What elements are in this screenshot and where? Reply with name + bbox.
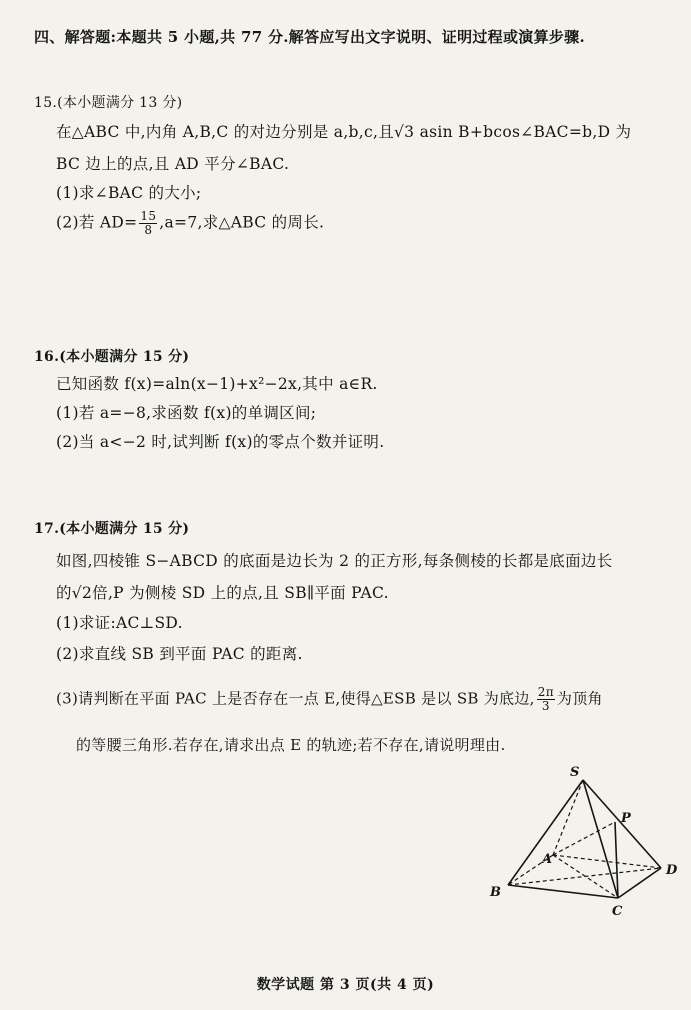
q15-title: 15.(本小题满分 13 分) bbox=[34, 95, 183, 111]
label-D: D bbox=[666, 863, 678, 878]
edge-CD bbox=[618, 868, 661, 898]
q17-fraction-den: 3 bbox=[541, 699, 550, 713]
pyramid-figure bbox=[478, 760, 688, 920]
q17-part1: (1)求证:AC⊥SD. bbox=[56, 614, 183, 632]
edge-SB bbox=[508, 780, 583, 885]
q15-fraction-den: 8 bbox=[144, 223, 153, 237]
q17-line1: 如图,四棱锥 S−ABCD 的底面是边长为 2 的正方形,每条侧棱的长都是底面边长 bbox=[56, 552, 613, 570]
label-P: P bbox=[621, 811, 631, 826]
edge-SC bbox=[583, 780, 618, 898]
q17-part3-prefix: (3)请判断在平面 PAC 上是否存在一点 E,使得△ESB 是以 SB 为底边, bbox=[56, 689, 535, 708]
q17-part3-line2: 的等腰三角形.若存在,请求出点 E 的轨迹;若不存在,请说明理由. bbox=[76, 736, 506, 754]
q15-line1: 在△ABC 中,内角 A,B,C 的对边分别是 a,b,c,且√3 asin B+bcos∠BAC=b,D 为 bbox=[56, 123, 632, 141]
label-C: C bbox=[612, 904, 623, 919]
q16-title: 16.(本小题满分 15 分) bbox=[34, 349, 190, 365]
q16-line1: 已知函数 f(x)=aln(x−1)+x²−2x,其中 a∈R. bbox=[56, 375, 378, 393]
q17-fraction-num: 2π bbox=[537, 685, 554, 699]
section-header: 四、解答题:本题共 5 小题,共 77 分.解答应写出文字说明、证明过程或演算步骤. bbox=[34, 28, 586, 46]
q15-line2: BC 边上的点,且 AD 平分∠BAC. bbox=[56, 155, 290, 173]
q17-title: 17.(本小题满分 15 分) bbox=[34, 521, 190, 537]
q16-part1: (1)若 a=−8,求函数 f(x)的单调区间; bbox=[56, 404, 317, 422]
label-S: S bbox=[570, 765, 580, 780]
q15-part1: (1)求∠BAC 的大小; bbox=[56, 184, 202, 202]
q15-part2-prefix: (2)若 AD= bbox=[56, 213, 138, 232]
label-A: A bbox=[542, 852, 553, 867]
q17-part3 bbox=[56, 686, 603, 713]
q16-part2: (2)当 a<−2 时,试判断 f(x)的零点个数并证明. bbox=[56, 433, 385, 451]
page-footer: 数学试题 第 3 页(共 4 页) bbox=[256, 977, 435, 993]
q15-fraction bbox=[139, 210, 157, 237]
q15-part2-suffix: ,a=7,求△ABC 的周长. bbox=[159, 213, 325, 232]
edge-AP bbox=[553, 822, 615, 855]
q17-line2: 的√2倍,P 为侧棱 SD 上的点,且 SB∥平面 PAC. bbox=[56, 584, 389, 602]
q17-part2: (2)求直线 SB 到平面 PAC 的距离. bbox=[56, 645, 303, 663]
q15-fraction-num: 15 bbox=[140, 209, 157, 223]
q17-fraction bbox=[537, 686, 555, 713]
q15-part2 bbox=[56, 210, 324, 237]
label-B: B bbox=[490, 885, 501, 900]
edge-SA bbox=[553, 780, 583, 855]
q17-part3-suffix: 为顶角 bbox=[556, 689, 603, 708]
